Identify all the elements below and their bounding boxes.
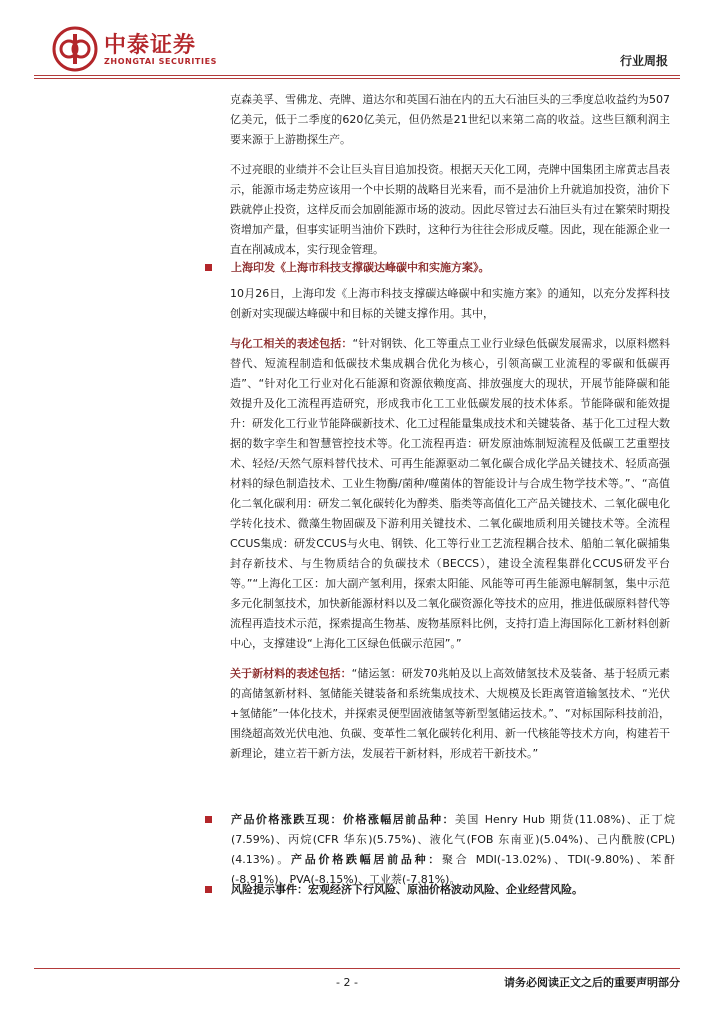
header-divider-secondary <box>34 78 680 79</box>
section-intro: 10月26日，上海印发《上海市科技支撑碳达峰碳中和实施方案》的通知，以充分发挥科技创新对实现碳达峰碳中和目标的关键支撑作用。其中， <box>230 287 670 320</box>
price-down-label: 产品价格跌幅居前品种： <box>291 853 443 866</box>
main-content <box>230 90 670 270</box>
report-type: 行业周报 <box>619 54 668 68</box>
price-up-label: 价格涨幅居前品种： <box>342 813 455 826</box>
risk-text-block <box>231 880 675 900</box>
chem-label: 与化工相关的表述包括： <box>230 337 353 350</box>
bullet-square-icon <box>205 886 212 893</box>
logo-text-cn: 中泰证券 <box>104 33 197 58</box>
section-body <box>230 284 670 774</box>
footer-disclaimer: 请务必阅读正文之后的重要声明部分 <box>504 976 680 989</box>
materials-label: 关于新材料的表述包括： <box>230 667 352 680</box>
paragraph-investment: 不过亮眼的业绩并不会让巨头盲目追加投资。根据天天化工网，壳牌中国集团主席黄志昌表示，能源市场走势应该用一个中长期的战略目光来看，而不是油价上升就追加投资，油价下跌就停止投资，这样反而会加剧能源市场的波动。因此尽管过去石油巨头有过在繁荣时期投资增加产量，但事实证明当油价下跌时，这种行为往往会形成反噬。因此，现在能源企业一直在削减成本，实行现金管理。 <box>230 163 670 256</box>
logo-text-en: ZHONGTAI SECURITIES <box>104 57 217 66</box>
footer-divider <box>34 968 680 969</box>
price-bullet <box>205 810 675 890</box>
bullet-square-icon <box>205 264 212 271</box>
materials-text: “储运氢：研发70兆帕及以上高效储氢技术及装备、基于轻质元素的高储氢新材料、氢储能关键装备和系统集成技术、大规模及长距离管道输氢技术、“光伏+氢储能”一体化技术，并探索灵便型固液储氢等新型氢储运技术。”、“对标国际科技前沿，围绕超高效光伏电池、负碳、变革性二氧化碳转化利用、新一代核能等技术方向，构建若干新理论，建立若干新方法，发展若干新材料，形成若干新技术。” <box>230 667 670 760</box>
section-title: 上海印发《上海市科技支撑碳达峰碳中和实施方案》。 <box>231 261 490 274</box>
zhongtai-logo-icon <box>52 26 98 72</box>
page-header <box>0 0 724 82</box>
paragraph-oil-profits: 克森美孚、雪佛龙、壳牌、道达尔和英国石油在内的五大石油巨头的三季度总收益约为507亿美元，低于二季度的620亿美元，但仍然是21世纪以来第二高的收益。这些巨额利润主要来源于上游勘探生产。 <box>230 93 670 146</box>
price-up-text: 美国 Henry Hub 期货(11.08%)、正丁烷(7.59%)、丙烷(CFR 华东)(5.75%)、液化气(FOB 东南亚)(5.04%)、己内酰胺(CPL)(4.13%)。 <box>231 813 676 866</box>
risk-text: 宏观经济下行风险、原油价格波动风险、企业经营风险。 <box>308 883 583 896</box>
risk-bullet <box>205 880 675 900</box>
materials-paragraph <box>230 664 670 764</box>
chem-text: “针对钢铁、化工等重点工业行业绿色低碳发展需求，以原料燃料替代、短流程制造和低碳技术集成耦合优化为核心，引领高碳工业流程的零碳和低碳再造”、“针对化工行业对化石能源和资源依赖度高、排放强度大的现状，开展节能降碳和能效提升及化工流程再造研究，形成我市化工工业低碳发展的技术体系。节能降碳和能效提升：研发化工行业节能降碳新技术、化工过程能量集成技术和关键装备、基于化工过程大数据的数字孪生和智慧管控技术等。化工流程再造：研发原油炼制短流程及低碳工艺重塑技术、轻烃/天然气原料替代技术、可再生能源驱动二氧化碳合成化学品关键技术、轻质高强材料的绿色制造技术、工业生物酶/菌种/噬菌体的智能设计与合成生物学技术等。”、“高值化二氧化碳利用：研发二氧化碳转化为醇类、脂类等高值化工产品关键技术、二氧化碳电化学转化技术、微藻生物固碳及下游利用关键技术、二氧化碳地质利用关键技术等。全流程CCUS集成：研发CCUS与火电、钢铁、化工等行业工艺流程耦合技术、船舶二氧化碳捕集封存新技术、与生物质结合的负碳技术（BECCS），建设全流程集群化CCUS研发平台等。”“上海化工区：加大副产氢利用，探索太阳能、风能等可再生能源电解制氢，集中示范多元化制氢技术，加快新能源材料以及二氧化碳资源化等技术的应用，推进低碳原料替代等流程再造技术示范，探索提高生物基、废物基原料比例，支持打造上海国际化工新材料创新中心，支撑建设“上海化工区绿色低碳示范园”。” <box>230 337 670 650</box>
price-label: 产品价格涨跌互现： <box>231 813 343 826</box>
price-text-block <box>231 810 675 890</box>
company-logo <box>52 26 222 72</box>
bullet-square-icon <box>205 816 212 823</box>
section-heading-row <box>205 258 675 278</box>
header-divider <box>34 75 680 76</box>
page-number: - 2 - <box>336 976 358 989</box>
chem-paragraph <box>230 334 670 654</box>
price-down-text: 聚合 MDI(-13.02%)、TDI(-9.80%)、苯酐(-8.91%)、PVA(-8.15%)、工业萘(-7.81%)。 <box>231 853 675 886</box>
risk-label: 风险提示事件： <box>231 883 308 896</box>
